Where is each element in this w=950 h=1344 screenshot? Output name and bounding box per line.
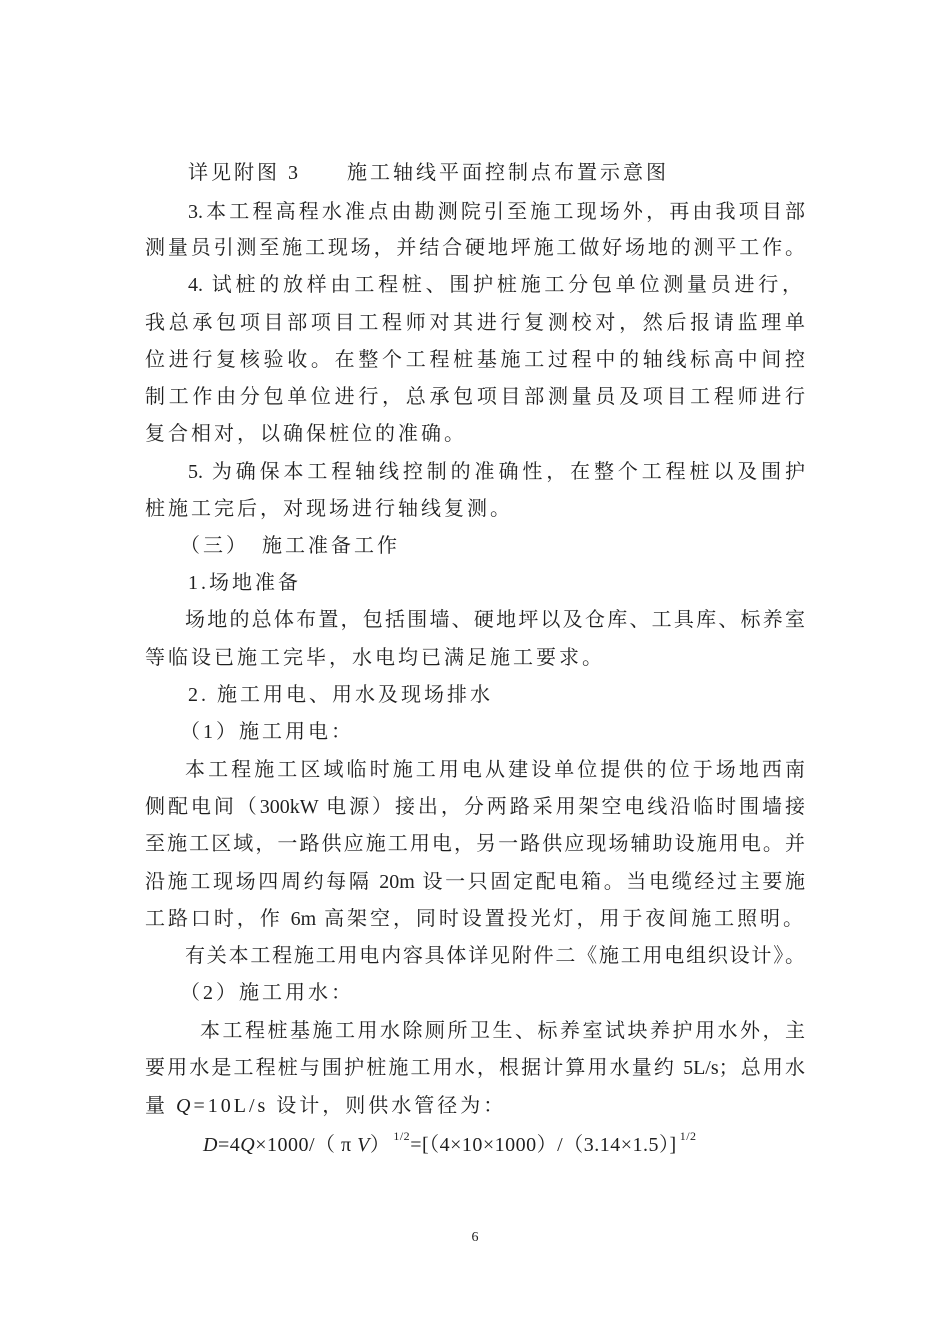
body-text-line: 桩施工完后，对现场进行轴线复测。 (145, 498, 513, 520)
formula-exponent: 1/2 (679, 1129, 697, 1144)
body-text-line: 场地的总体布置，包括围墙、硬地坪以及仓库、工具库、标养室 (185, 609, 805, 631)
body-text-line: 位进行复核验收。在整个工程桩基施工过程中的轴线标高中间控 (145, 349, 805, 371)
body-text-line: 有关本工程施工用电内容具体详见附件二《施工用电组织设计》。 (185, 945, 805, 967)
formula-exponent: 1/2 (393, 1129, 411, 1144)
formula-variable-d: D (203, 1134, 218, 1156)
formula-part: ×1000/（ π (255, 1134, 358, 1156)
body-text-line: 沿施工现场四周约每隔 20m 设一只固定配电箱。当电缆经过主要施 (145, 871, 805, 893)
formula-part: =[（4×10×1000）/（3.14×1.5）] (410, 1134, 677, 1156)
subsection-heading: 1.场地准备 (188, 572, 301, 594)
formula-variable-v: V (357, 1134, 370, 1156)
body-text-line: 复合相对，以确保桩位的准确。 (145, 423, 467, 445)
body-text-line: 4. 试桩的放样由工程桩、围护桩施工分包单位测量员进行， (188, 274, 802, 296)
formula-variable-q: Q (240, 1134, 256, 1156)
body-text-line: 本工程桩基施工用水除厕所卫生、标养室试块养护用水外，主 (200, 1020, 805, 1042)
body-text-line: 制工作由分包单位进行，总承包项目部测量员及项目工程师进行 (145, 386, 805, 408)
body-text-line: 侧配电间（300kW 电源）接出，分两路采用架空电线沿临时围墙接 (145, 796, 805, 818)
page-number: 6 (471, 1230, 479, 1245)
body-text-line: 我总承包项目部项目工程师对其进行复测校对，然后报请监理单 (145, 312, 805, 334)
body-text-line: 3.本工程高程水准点由勘测院引至施工现场外，再由我项目部 (188, 201, 805, 223)
figure-reference: 详见附图 3 施工轴线平面控制点布置示意图 (188, 162, 669, 184)
section-heading: （三） 施工准备工作 (180, 535, 400, 557)
q-line-suffix: =10L/s 设计，则供水管径为： (193, 1095, 507, 1117)
flow-variable-q: Q (176, 1095, 194, 1117)
pipe-diameter-formula (203, 1130, 697, 1160)
body-text-line: 至施工区域，一路供应施工用电，另一路供应现场辅助设施用电。并 (145, 833, 805, 855)
body-text-line: 测量员引测至施工现场，并结合硬地坪施工做好场地的测平工作。 (145, 237, 805, 259)
body-text-line: 5. 为确保本工程轴线控制的准确性，在整个工程桩以及围护 (188, 461, 805, 483)
pipe-diameter-intro-line (145, 1091, 506, 1121)
q-line-prefix: 量 (145, 1095, 176, 1117)
body-text-line: 等临设已施工完毕，水电均已满足施工要求。 (145, 647, 605, 669)
subsection-heading: 2. 施工用电、用水及现场排水 (188, 684, 493, 706)
subsection-heading: （2）施工用水： (180, 982, 354, 1004)
formula-part: ） (369, 1134, 391, 1156)
body-text-line: 工路口时，作 6m 高架空，同时设置投光灯，用于夜间施工照明。 (145, 908, 803, 930)
formula-part: =4 (217, 1134, 241, 1156)
subsection-heading: （1）施工用电： (180, 721, 354, 743)
body-text-line: 本工程施工区域临时施工用电从建设单位提供的位于场地西南 (185, 759, 805, 781)
body-text-line: 要用水是工程桩与围护桩施工用水，根据计算用水量约 5L/s；总用水 (145, 1057, 805, 1079)
